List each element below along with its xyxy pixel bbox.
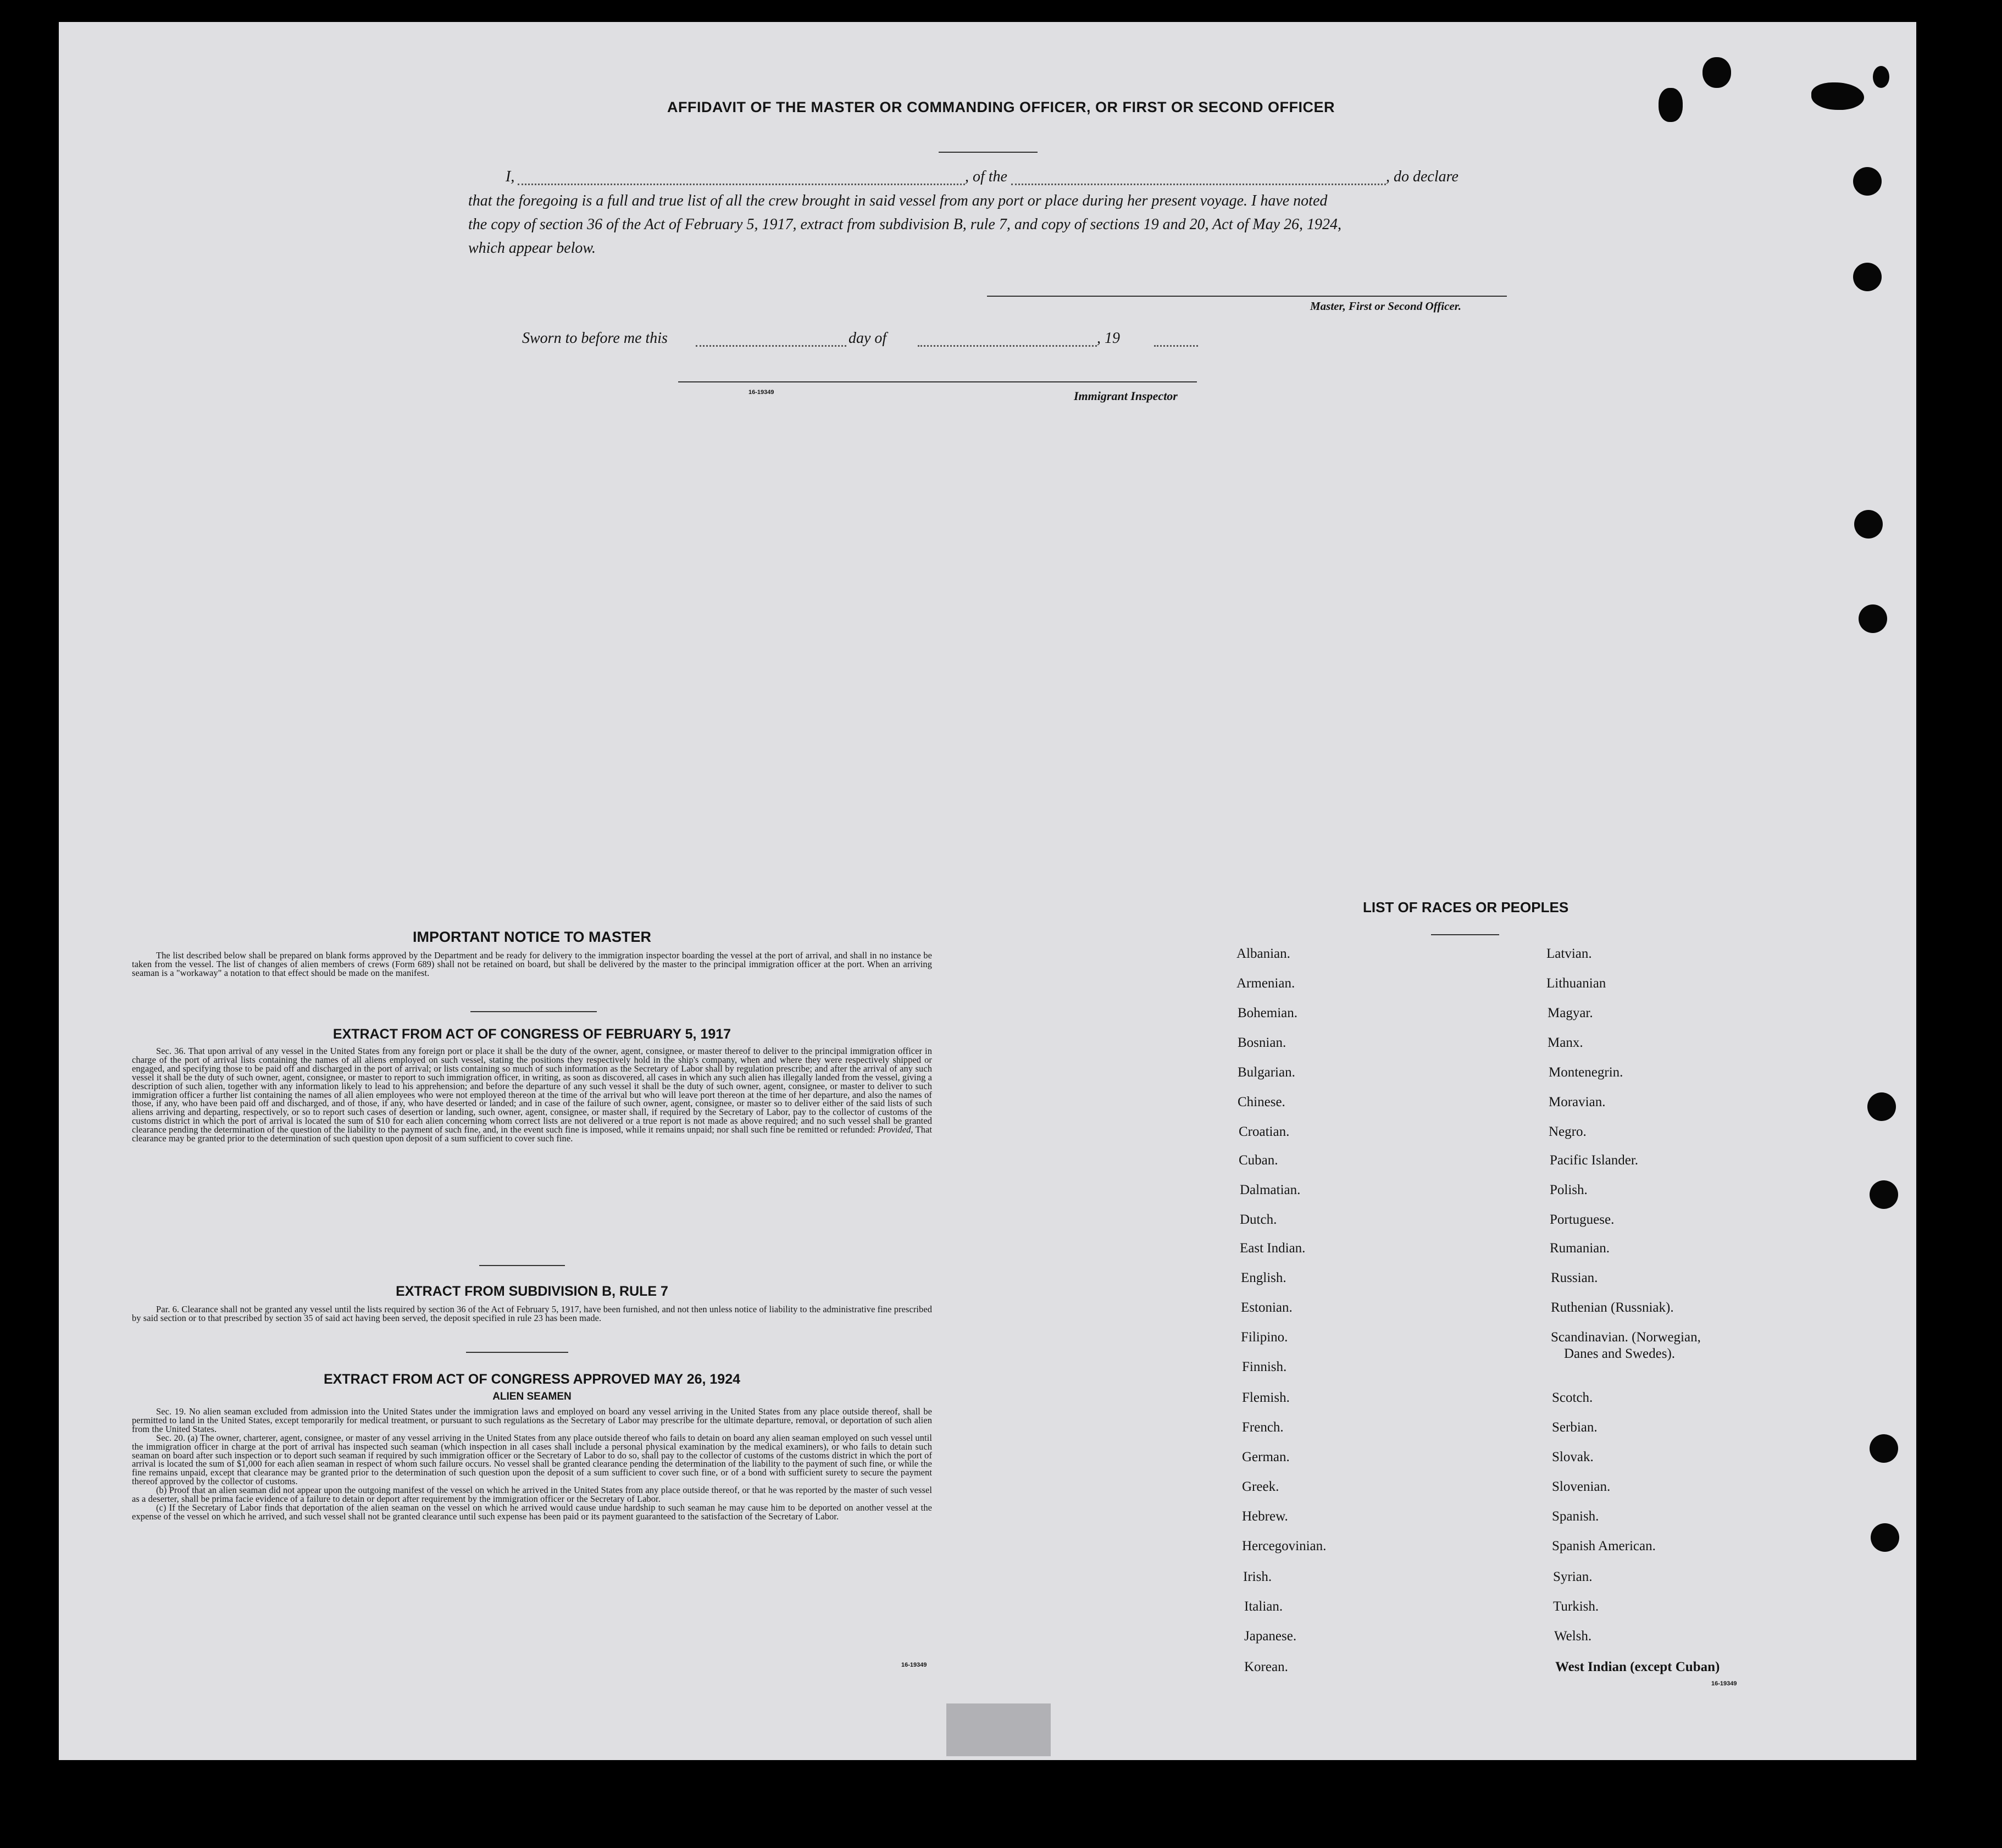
tape-mark [946, 1703, 1051, 1756]
punch-hole [1854, 510, 1883, 539]
notice-text: The list described below shall be prepared on blank forms approved by the Department and be ready for delivery to the immigration inspector boarding the vessel at the port of arrival, and shall in no instance be taken from the vessel. The list of changes of alien members of crews (Form 689) shall not be retained on board, but shall be delivered by the master to the principal immigration officer at the port. When an arriving seaman is a "workaway" a notation to that effect should be made on the manifest. [132, 950, 932, 978]
race-item: West Indian (except Cuban) [1555, 1660, 1720, 1674]
master-signature-label: Master, First or Second Officer. [1310, 299, 1461, 313]
race-item: Irish. [1243, 1569, 1272, 1584]
race-item: Polish. [1550, 1183, 1588, 1197]
sec-19-text: Sec. 19. No alien seaman excluded from admission into the United States under the immigration laws and employed on board any vessel arriving in the United States from any place outside thereof, shall be permitted to land in the United States, except temporarily for medical treatment, or pursuant to such regulations as the Secretary of Labor may prescribe for the ultimate departure, removal, or deportation of such alien from the United States. [132, 1406, 932, 1434]
declaration-line-1 [506, 165, 1511, 189]
race-item: Hebrew. [1242, 1509, 1288, 1524]
race-item: Finnish. [1242, 1359, 1287, 1374]
sworn-month-field[interactable] [918, 345, 1097, 347]
declarant-name-field[interactable] [518, 184, 965, 185]
race-item: Slovak. [1552, 1450, 1594, 1464]
punch-hole [1859, 604, 1887, 633]
declarant-prefix: I, [506, 168, 515, 185]
race-item: Welsh. [1554, 1629, 1592, 1644]
sec-20a-text: Sec. 20. (a) The owner, charterer, agent, consignee, or master of any vessel arriving in the United States from any place outside thereof who fails to detain on board any alien seaman employed on such vessel until the immigration officer in charge at the port of arrival has inspected such seaman (which inspection in all cases shall include a personal physical examination by the medical examiners), or who fails to detain such seaman on board after such inspection or to deport such seaman if required by such immigration officer or the Secretary of Labor to do so, shall pay to the collector of customs of the customs district in which the port of arrival is located the sum of $1,000 for each alien seaman in respect of whom such failure occurs. No vessel shall be granted clearance pending the determination of the liability to the payment of such fine, or while the fine remains unpaid, except that clearance may be granted prior to the determination of such question upon the deposit of a sum sufficient to cover such fine, or of a bond with sufficient surety to secure the payment thereof approved by the collector of customs. [132, 1432, 932, 1487]
sworn-day-field[interactable] [696, 345, 846, 347]
race-item: Manx. [1548, 1035, 1583, 1050]
declaration-line-3: the copy of section 36 of the Act of February 5, 1917, extract from subdivision B, rule 7, and copy of sections 19 and 20, Act of May 26, 1924, [468, 216, 1342, 233]
sworn-year-field[interactable] [1154, 345, 1198, 347]
race-item: Moravian. [1549, 1095, 1606, 1109]
race-item: English. [1241, 1270, 1286, 1285]
race-item: Bohemian. [1238, 1006, 1298, 1020]
punch-hole [1853, 167, 1882, 196]
notice-title: IMPORTANT NOTICE TO MASTER [413, 929, 651, 945]
master-signature-line[interactable] [987, 296, 1507, 297]
race-item: Scandinavian. (Norwegian, [1551, 1330, 1701, 1345]
race-item: Russian. [1551, 1270, 1598, 1285]
race-item: Bosnian. [1238, 1035, 1286, 1050]
race-item: German. [1242, 1450, 1290, 1464]
extract-rule7-divider [466, 1352, 568, 1353]
race-item: Scotch. [1552, 1390, 1593, 1405]
year-prefix-label: , 19 [1097, 330, 1120, 347]
race-item: Filipino. [1241, 1330, 1288, 1345]
notice-column [132, 929, 932, 978]
inspector-signature-line[interactable] [678, 381, 1197, 382]
form-number-right: 16-19349 [1711, 1680, 1737, 1687]
race-item: Slovenian. [1552, 1479, 1611, 1494]
race-item: Chinese. [1238, 1095, 1285, 1109]
race-item: Latvian. [1546, 946, 1592, 961]
ink-blot [1702, 57, 1731, 88]
race-item: East Indian. [1240, 1241, 1306, 1256]
punch-hole [1853, 263, 1882, 291]
inspector-label: Immigrant Inspector [1074, 389, 1178, 403]
sworn-label: Sworn to before me this [522, 330, 668, 347]
race-item: Dalmatian. [1240, 1183, 1301, 1197]
form-number-left: 16-19349 [901, 1662, 927, 1668]
sec-20b-text: (b) Proof that an alien seaman did not appear upon the outgoing manifest of the vessel on which he arrived in the United States from any place outside thereof, or that he was reported by the master of such vessel as a deserter, shall be prima facie evidence of a failure to detain or deport after requirement by the immigration officer or the Secretary of Labor. [132, 1485, 932, 1505]
title-divider [939, 152, 1038, 153]
race-item: Syrian. [1553, 1569, 1593, 1584]
race-item: Ruthenian (Russniak). [1551, 1300, 1674, 1315]
extract-rule7-section [132, 1284, 932, 1323]
extract-1924-text [132, 1407, 932, 1521]
notice-divider [470, 1011, 597, 1012]
race-item: Estonian. [1241, 1300, 1293, 1315]
race-item: Italian. [1244, 1599, 1283, 1614]
extract-rule7-title: EXTRACT FROM SUBDIVISION B, RULE 7 [396, 1284, 668, 1299]
races-divider [1431, 934, 1499, 935]
declaration-line-2: that the foregoing is a full and true list of all the crew brought in said vessel from any port or place during her present voyage. I have noted [468, 192, 1328, 209]
declaration-text [468, 189, 1512, 260]
race-item: Lithuanian [1546, 976, 1606, 991]
race-item: Hercegovinian. [1242, 1539, 1327, 1553]
race-item: Montenegrin. [1549, 1065, 1623, 1080]
affidavit-title: AFFIDAVIT OF THE MASTER OR COMMANDING OFFICER, OR FIRST OR SECOND OFFICER [667, 99, 1335, 115]
race-item: Dutch. [1240, 1212, 1277, 1227]
races-title: LIST OF RACES OR PEOPLES [1363, 899, 1569, 915]
punch-hole [1870, 1180, 1898, 1209]
declaration-line-4: which appear below. [468, 240, 596, 257]
ink-blot [1873, 66, 1889, 88]
race-item: Turkish. [1553, 1599, 1599, 1614]
alien-seamen-subtitle: ALIEN SEAMEN [492, 1391, 572, 1402]
extract-1917-title: EXTRACT FROM ACT OF CONGRESS OF FEBRUARY 5, 1917 [332, 1026, 731, 1042]
extract-rule7-text: Par. 6. Clearance shall not be granted any vessel until the lists required by section 36 of the Act of February 5, 1917, have been furnished, and not then unless notice of liability to the administrative fine prescribed by said section or to that prescribed by section 35 of said act having been served, the deposit specified in rule 23 has been made. [132, 1304, 933, 1323]
extract-1917-divider [479, 1265, 565, 1266]
race-item: Bulgarian. [1238, 1065, 1295, 1080]
race-item: Korean. [1244, 1660, 1288, 1674]
race-item: Spanish American. [1552, 1539, 1656, 1553]
race-item: Flemish. [1242, 1390, 1290, 1405]
punch-hole [1867, 1092, 1896, 1121]
day-of-label: day of [849, 330, 887, 347]
extract-1917-text: Sec. 36. That upon arrival of any vessel in the United States from any foreign port or place it shall be the duty of the owner, agent, consignee, or master thereof to deliver to the principal immigration officer in charge of the port of arrival lists containing the names of all aliens employed on such vessel, stating the positions they respectively hold in the ship's company, when and where they were respectively shipped or engaged, and specifying those to be paid off and discharged in the port of arrival; or lists containing so much of such information as the Secretary of Labor shall by regulation prescribe; and after the arrival of any such vessel it shall be the duty of such owner, agent, consignee, or master to report to such immigration officer, in writing, as soon as discovered, all cases in which any such alien has illegally landed from the vessel, giving a description of such alien, together with any information likely to lead to his apprehension; and before the departure of any such vessel it shall be the duty of such owner, agent, consignee, or master to deliver to such immigration officer a further list containing the names of all alien employees who were not employed thereon at the time of the arrival but who will leave port thereon at the time of her departure, and also the names of those, if any, who have been paid off and discharged, and of those, if any, who have deserted or landed; and in case of the failure of such owner, agent, consignee, or master so to deliver either of the said lists of such aliens arriving and departing, respectively, or so to report such cases of desertion or landing, such owner, agent, consignee, or master shall, if required by the Secretary of Labor, pay to the collector of customs of the customs district in which the port of arrival is located the sum of $10 for each alien concerning whom correct lists are not delivered or a true report is not made as above required; and no such vessel shall be granted clearance pending the determination of the question of the liability to the payment of such fine, and, in the event such fine is imposed, while it remains unpaid; nor shall such fine be remitted or refunded: Provided, That clearance may be granted prior to the determination of such question upon deposit of a sum sufficient to cover such fine. [132, 1046, 933, 1144]
race-item: Pacific Islander. [1550, 1153, 1639, 1168]
extract-1917-section [132, 1026, 932, 1143]
race-item: Portuguese. [1550, 1212, 1615, 1227]
race-item: French. [1242, 1420, 1284, 1435]
vessel-name-field[interactable] [1011, 184, 1386, 185]
race-item: Armenian. [1236, 976, 1295, 991]
race-item: Cuban. [1239, 1153, 1278, 1168]
race-item: Magyar. [1548, 1006, 1593, 1020]
extract-1924-section [132, 1372, 932, 1521]
race-item: Japanese. [1244, 1629, 1297, 1644]
sworn-line [522, 326, 1209, 351]
race-item: Danes and Swedes). [1564, 1346, 1676, 1361]
of-the-label: , of the [965, 168, 1007, 185]
sec-20c-text: (c) If the Secretary of Labor finds that deportation of the alien seaman on the vessel on which he arrived would cause undue hardship to such seaman he may cause him to be deported on another vessel at the expense of the vessel on which he arrived, and such vessel shall not be granted clearance until such expense has been paid or its payment guaranteed to the satisfaction of the Secretary of Labor. [132, 1502, 932, 1522]
extract-1924-title: EXTRACT FROM ACT OF CONGRESS APPROVED MAY 26, 1924 [323, 1372, 741, 1387]
punch-hole [1870, 1434, 1898, 1463]
punch-hole [1871, 1523, 1899, 1552]
race-item: Rumanian. [1550, 1241, 1610, 1256]
race-item: Croatian. [1239, 1124, 1290, 1139]
form-number-top: 16-19349 [748, 389, 774, 396]
race-item: Spanish. [1552, 1509, 1599, 1524]
race-item: Albanian. [1236, 946, 1290, 961]
do-declare-label: , do declare [1386, 168, 1458, 185]
race-item: Negro. [1549, 1124, 1587, 1139]
race-item: Serbian. [1552, 1420, 1598, 1435]
race-item: Greek. [1242, 1479, 1279, 1494]
